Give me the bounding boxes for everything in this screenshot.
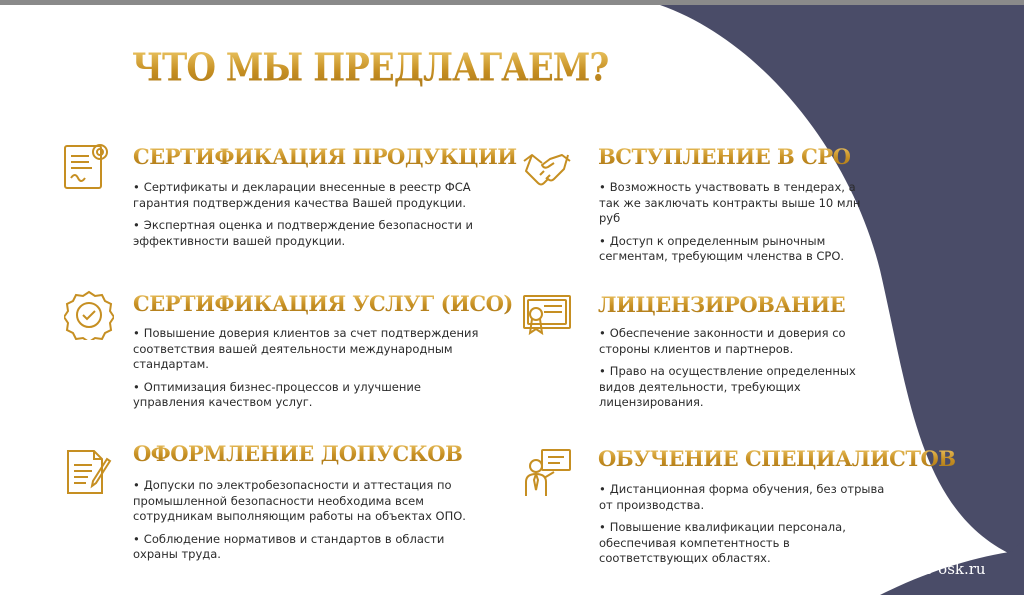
service-bullets [133,180,483,256]
service-title: ОФОРМЛЕНИЕ ДОПУСКОВ [133,441,463,466]
bullet-item: • Повышение квалификации персонала, обеспечивая компетентность в соответствующих областях. [599,520,846,565]
bullet-item: • Дистанционная форма обучения, без отрыва от производства. [599,482,885,512]
certificate-document-icon [62,140,112,190]
bullet-item: • Допуски по электробезопасности и аттестация по промышленной безопасности необходима всем сотрудникам выполняющим работы на объектах ОПО. [133,478,466,523]
bullet-item: • Обеспечение законности и доверия со стороны клиентов и партнеров. [599,326,846,356]
service-bullets [599,482,899,574]
service-title: ВСТУПЛЕНИЕ В СРО [598,144,851,169]
service-bullets [599,326,889,418]
service-bullets [599,180,861,272]
bullet-item: • Повышение доверия клиентов за счет подтверждения соответствия вашей деятельности международным стандартам. [133,326,479,371]
bullet-item: • Экспертная оценка и подтверждение безопасности и эффективности вашей продукции. [133,218,473,248]
license-diploma-icon [522,290,572,340]
service-bullets [133,478,481,570]
quality-badge-check-icon [64,290,114,340]
bullet-item: • Соблюдение нормативов и стандартов в области охраны труда. [133,531,445,561]
service-title: СЕРТИФИКАЦИЯ ПРОДУКЦИИ [133,144,517,169]
bullet-item: • Право на осуществление определенных видов деятельности, требующих лицензирования. [599,364,856,409]
document-pen-icon [64,447,114,497]
page-title: ЧТО МЫ ПРЕДЛАГАЕМ? [132,46,609,91]
service-title: ОБУЧЕНИЕ СПЕЦИАЛИСТОВ [598,446,956,471]
service-title: ЛИЦЕНЗИРОВАНИЕ [598,292,846,317]
service-bullets [133,326,488,418]
handshake-icon [522,143,572,193]
teacher-training-icon [522,448,572,498]
bullet-item: • Возможность участвовать в тендерах, а так же заключать контракты выше 10 млн руб [599,180,861,225]
service-title: СЕРТИФИКАЦИЯ УСЛУГ (ИСО) [133,291,513,316]
bullet-item: • Доступ к определенным рыночным сегментам, требующим членства в СРО. [599,233,845,263]
bullet-item: • Сертификаты и декларации внесенные в реестр ФСА гарантия подтверждения качества Вашей продукции. [133,180,471,210]
bullet-item: • Оптимизация бизнес-процессов и улучшение управления качеством услуг. [133,379,421,409]
website-url: ooo-osk.ru [906,560,986,578]
